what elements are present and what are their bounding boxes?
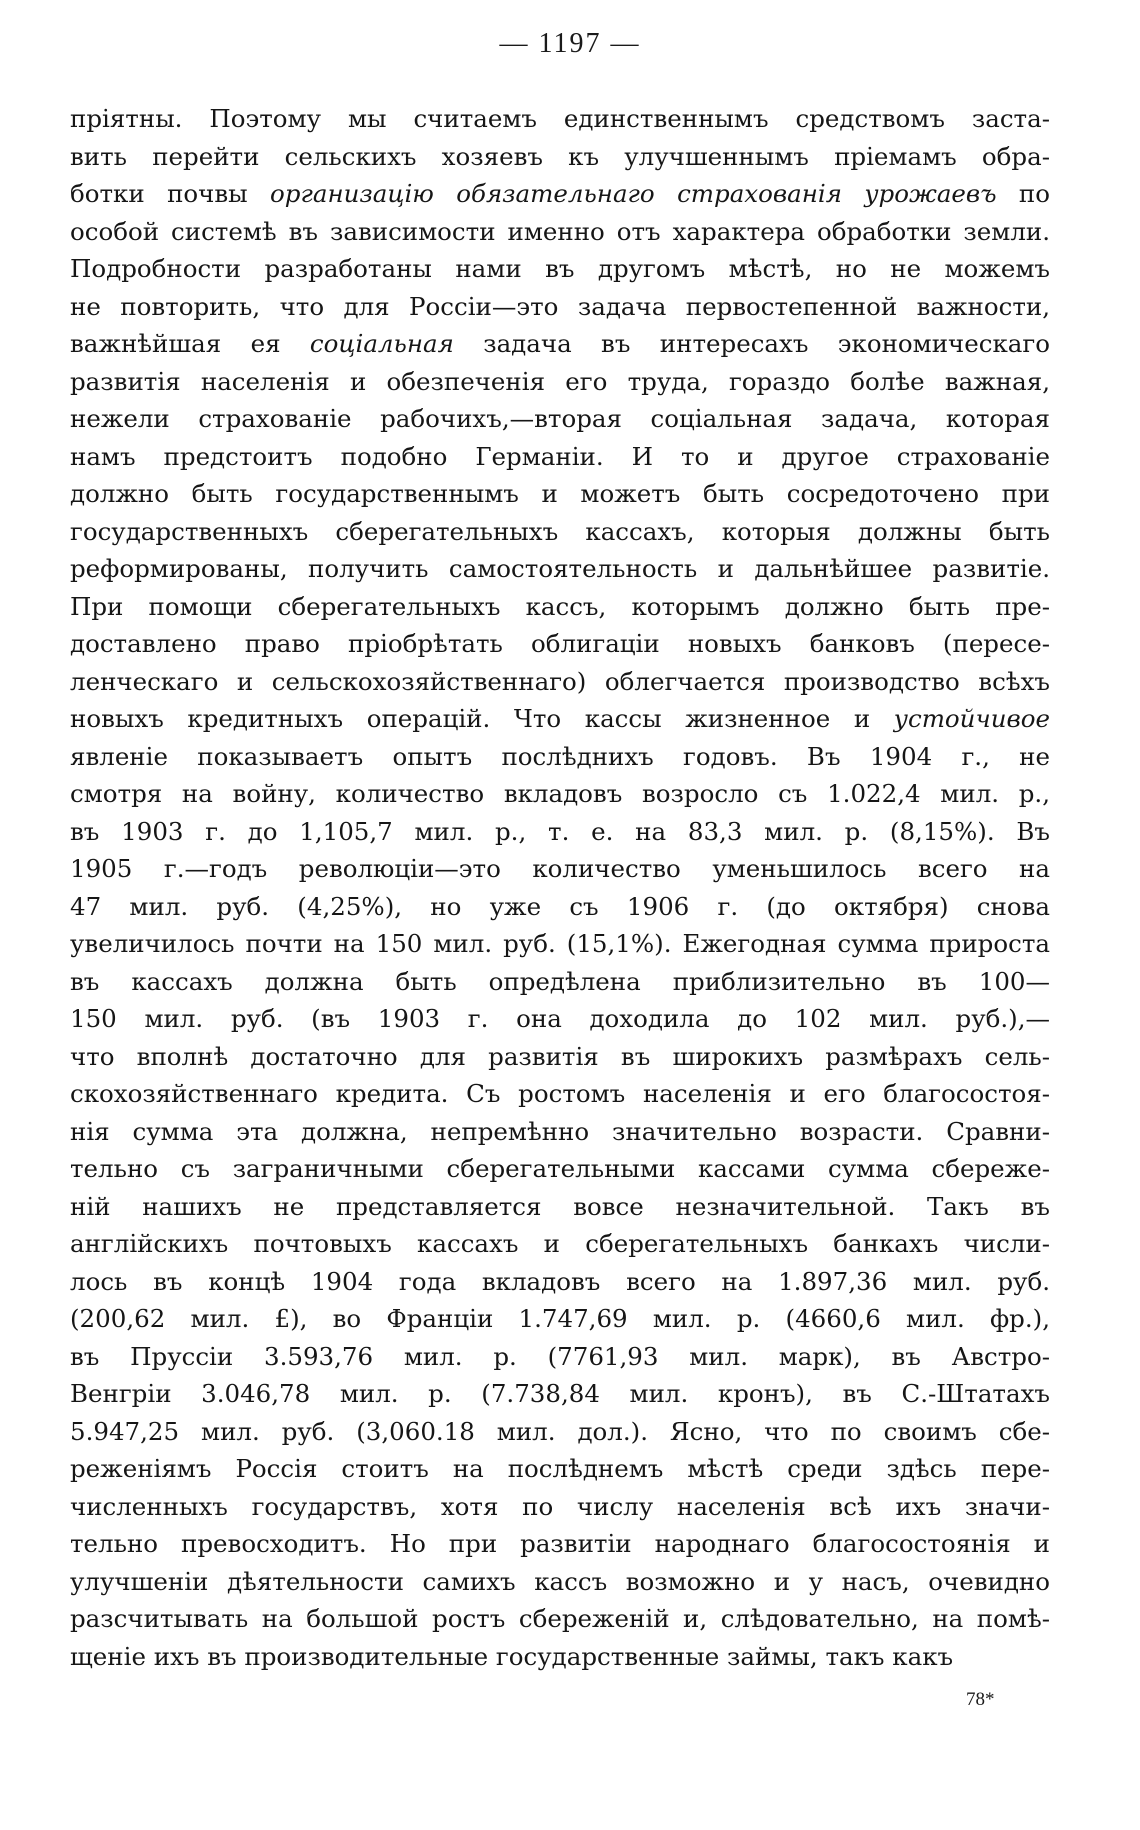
- text-line: [70, 1188, 1050, 1226]
- text-segment: намъ предстоитъ подобно Германіи. И то и другое страхованіе: [70, 441, 1050, 471]
- text-segment: нежели страхованіе рабочихъ,—вторая соціальная задача, которая: [70, 404, 1050, 433]
- text-line: [70, 850, 1050, 888]
- text-segment: скохозяйственнаго кредита. Съ ростомъ населенія и его благосостоя-: [70, 1079, 1050, 1108]
- text-segment: пріятны. Поэтому мы считаемъ единственнымъ средствомъ заста-: [70, 104, 1050, 133]
- italic-emphasis: устойчивое: [893, 704, 1050, 733]
- text-segment: въ кассахъ должна быть опредѣлена приблизительно въ 100—: [70, 966, 1050, 996]
- text-line: [70, 1225, 1050, 1263]
- text-line: [70, 1488, 1050, 1526]
- text-segment: численныхъ государствъ, хотя по числу населенія всѣ ихъ значи-: [70, 1491, 1050, 1521]
- text-segment: улучшеніи дѣятельности самихъ кассъ возможно и у насъ, очевидно: [70, 1566, 1050, 1596]
- text-segment: лось въ концѣ 1904 года вкладовъ всего на 1.897,36 мил. руб.: [70, 1266, 1050, 1296]
- text-line: [70, 700, 1050, 738]
- italic-emphasis: соціальная: [309, 329, 454, 358]
- text-segment: увеличилось почти на 150 мил. руб. (15,1%). Ежегодная сумма прироста: [70, 929, 1050, 958]
- text-segment: по: [996, 179, 1050, 208]
- text-segment: важнѣйшая ея: [70, 329, 310, 358]
- text-line: [70, 775, 1050, 813]
- text-line: [70, 550, 1050, 588]
- text-segment: что вполнѣ достаточно для развитія въ широкихъ размѣрахъ сель-: [70, 1041, 1050, 1071]
- signature-mark: 78*: [966, 1689, 995, 1710]
- text-segment: Венгріи 3.046,78 мил. р. (7.738,84 мил. кронъ), въ С.-Штатахъ: [70, 1379, 1050, 1408]
- text-segment: разсчитывать на большой ростъ сбереженій и, слѣдовательно, на помѣ-: [70, 1604, 1050, 1633]
- text-line: [70, 963, 1050, 1001]
- text-line: [70, 1263, 1050, 1301]
- text-line: [70, 1413, 1050, 1451]
- text-segment: реженіямъ Россія стоитъ на послѣднемъ мѣстѣ среди здѣсь пере-: [70, 1454, 1050, 1483]
- text-segment: 150 мил. руб. (въ 1903 г. она доходила до 102 мил. руб.),—: [70, 1004, 1050, 1033]
- text-segment: ленческаго и сельскохозяйственнаго) облегчается производство всѣхъ: [70, 666, 1050, 696]
- text-segment: 1905 г.—годъ революціи—это количество уменьшилось всего на: [70, 854, 1050, 883]
- text-line: [70, 438, 1050, 476]
- text-line: [70, 213, 1050, 251]
- text-segment: должно быть государственнымъ и можетъ быть сосредоточено при: [70, 479, 1050, 508]
- text-segment: въ 1903 г. до 1,105,7 мил. р., т. е. на 83,3 мил. р. (8,15%). Въ: [70, 816, 1050, 846]
- text-segment: англійскихъ почтовыхъ кассахъ и сберегательныхъ банкахъ числи-: [70, 1229, 1050, 1258]
- text-segment: явленіе показываетъ опытъ послѣднихъ годовъ. Въ 1904 г., не: [70, 741, 1050, 771]
- text-segment: тельно превосходитъ. Но при развитіи народнаго благосостоянія и: [70, 1529, 1050, 1558]
- text-line: [70, 1338, 1050, 1376]
- text-segment: Подробности разработаны нами въ другомъ мѣстѣ, но не можемъ: [70, 254, 1050, 283]
- text-segment: новыхъ кредитныхъ операцій. Что кассы жизненное и: [70, 704, 894, 733]
- italic-emphasis: организацію обязательнаго страхованія урожаевъ: [270, 179, 997, 208]
- text-segment: (200,62 мил. £), во Франціи 1.747,69 мил. р. (4660,6 мил. фр.),: [70, 1304, 1050, 1333]
- text-segment: задача въ интересахъ экономическаго: [453, 329, 1050, 358]
- text-line: [70, 100, 1050, 138]
- text-line: [70, 1000, 1050, 1038]
- page-number: — 1197 —: [499, 28, 641, 59]
- text-segment: 47 мил. руб. (4,25%), но уже съ 1906 г. (до октября) снова: [70, 891, 1050, 921]
- text-line: [70, 625, 1050, 663]
- text-segment: реформированы, получить самостоятельность и дальнѣйшее развитіе.: [70, 554, 1050, 583]
- text-line: [70, 813, 1050, 851]
- body-text: [70, 100, 1050, 1675]
- text-line: [70, 363, 1050, 401]
- text-segment: 5.947,25 мил. руб. (3,060.18 мил. дол.). Ясно, что по своимъ сбе-: [70, 1416, 1050, 1446]
- text-segment: ній нашихъ не представляется вовсе незначительной. Такъ въ: [70, 1191, 1050, 1221]
- text-line: [70, 513, 1050, 551]
- text-line: [70, 888, 1050, 926]
- text-line: [70, 1113, 1050, 1151]
- text-segment: въ Пруссіи 3.593,76 мил. р. (7761,93 мил. марк), въ Австро-: [70, 1341, 1050, 1371]
- text-segment: нія сумма эта должна, непремѣнно значительно возрасти. Сравни-: [70, 1116, 1050, 1146]
- text-line: [70, 288, 1050, 326]
- text-segment: государственныхъ сберегательныхъ кассахъ, которыя должны быть: [70, 516, 1050, 546]
- text-line: [70, 1038, 1050, 1076]
- text-line: [70, 1638, 1050, 1676]
- text-line: [70, 1075, 1050, 1113]
- text-segment: не повторить, что для Россіи—это задача первостепенной важности,: [70, 291, 1050, 321]
- text-segment: смотря на войну, количество вкладовъ возросло съ 1.022,4 мил. р.,: [70, 779, 1050, 808]
- text-line: [70, 588, 1050, 626]
- text-segment: развитія населенія и обезпеченія его труда, гораздо болѣе важная,: [70, 366, 1050, 396]
- text-line: [70, 1450, 1050, 1488]
- text-segment: тельно съ заграничными сберегательными кассами сумма сбереже-: [70, 1154, 1050, 1183]
- text-line: [70, 175, 1050, 213]
- text-line: [70, 250, 1050, 288]
- text-line: [70, 925, 1050, 963]
- text-line: [70, 1600, 1050, 1638]
- text-line: [70, 1563, 1050, 1601]
- text-line: [70, 663, 1050, 701]
- text-segment: доставлено право пріобрѣтать облигаціи новыхъ банковъ (пересе-: [70, 629, 1050, 658]
- text-line: [70, 1375, 1050, 1413]
- text-line: [70, 738, 1050, 776]
- text-line: [70, 1150, 1050, 1188]
- text-line: [70, 1300, 1050, 1338]
- text-segment: При помощи сберегательныхъ кассъ, которымъ должно быть пре-: [70, 591, 1050, 621]
- text-line: [70, 400, 1050, 438]
- text-segment: ботки почвы: [70, 179, 271, 208]
- text-line: [70, 325, 1050, 363]
- text-line: [70, 475, 1050, 513]
- text-segment: щеніе ихъ въ производительные государственные займы, такъ какъ: [70, 1641, 954, 1671]
- text-segment: вить перейти сельскихъ хозяевъ къ улучшеннымъ пріемамъ обра-: [70, 141, 1050, 171]
- text-line: [70, 1525, 1050, 1563]
- text-line: [70, 138, 1050, 176]
- text-segment: особой системѣ въ зависимости именно отъ характера обработки земли.: [70, 216, 1050, 246]
